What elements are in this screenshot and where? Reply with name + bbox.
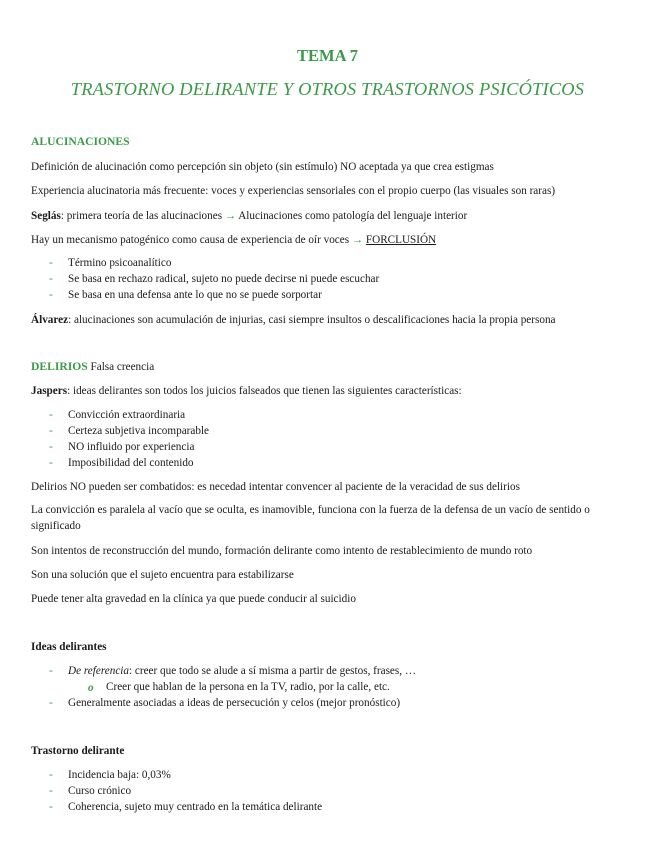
paragraph-line: La convicción es paralela al vacío que se oculta, es inamovible, funciona con la fuerza de la defensa de un vacío de sentido o [31, 504, 590, 516]
paragraph-forclusion [31, 233, 436, 247]
list-item: Se basa en una defensa ante lo que no se puede sorportar [68, 289, 322, 301]
dash-bullet: - [49, 289, 53, 301]
paragraph: Delirios NO pueden ser combatidos: es necedad intentar convencer al paciente de la veracidad de sus delirios [31, 481, 520, 493]
paragraph-alvarez [31, 313, 556, 327]
list-item: Incidencia baja: 0,03% [68, 769, 171, 781]
paragraph-line: significado [31, 520, 81, 532]
arrow-icon: → [351, 234, 364, 246]
section-heading-alucinaciones: ALUCINACIONES [31, 135, 130, 148]
list-item: Se basa en rechazo radical, sujeto no puede decirse ni puede escuchar [68, 273, 380, 285]
dash-bullet: - [49, 425, 53, 437]
subsection-heading-ideas: Ideas delirantes [31, 641, 107, 653]
sub-list-item: Creer que hablan de la persona en la TV, radio, por la calle, etc. [106, 681, 390, 693]
dash-bullet: - [49, 441, 53, 453]
list-item: Término psicoanalítico [68, 257, 172, 269]
tema-title: TEMA 7 [297, 46, 358, 65]
dash-bullet: - [49, 273, 53, 285]
paragraph-text: Alucinaciones como patología del lenguaje interior [236, 210, 468, 222]
list-item-referencia [68, 664, 416, 678]
list-item: Generalmente asociadas a ideas de persecución y celos (mejor pronóstico) [68, 697, 401, 709]
list-item: Certeza subjetiva incomparable [68, 425, 210, 437]
circle-bullet-icon: o [88, 682, 94, 694]
dash-bullet: - [49, 785, 53, 797]
dash-bullet: - [49, 769, 53, 781]
paragraph-text: : alucinaciones son acumulación de injurias, casi siempre insultos o descalificaciones hacia la propia persona [68, 314, 556, 326]
subsection-heading-trastorno: Trastorno delirante [31, 745, 125, 757]
paragraph: Definición de alucinación como percepción sin objeto (sin estímulo) NO aceptada ya que crea estigmas [31, 161, 494, 173]
author-jaspers: Jaspers [31, 385, 68, 397]
list-item: Imposibilidad del contenido [68, 457, 194, 469]
paragraph-text: : primera teoría de las alucinaciones [60, 210, 225, 222]
term-de-referencia: De referencia [68, 665, 129, 677]
paragraph: Son intentos de reconstrucción del mundo, formación delirante como intento de restablecimiento de mundo roto [31, 545, 533, 557]
dash-bullet: - [49, 257, 53, 269]
paragraph-text: : ideas delirantes son todos los juicios falseados que tienen las siguientes características: [67, 385, 462, 397]
author-seglas: Seglás [31, 210, 61, 222]
section-heading-delirios [31, 360, 154, 374]
paragraph: Son una solución que el sujeto encuentra para estabilizarse [31, 569, 294, 581]
author-alvarez: Álvarez [31, 314, 69, 326]
forclusion-term: FORCLUSIÓN [365, 234, 437, 246]
list-item: Curso crónico [68, 785, 132, 797]
paragraph-jaspers [31, 384, 462, 398]
paragraph: Experiencia alucinatoria más frecuente: voces y experiencias sensoriales con el propio cuerpo (las visuales son raras) [31, 185, 556, 197]
page-subtitle: TRASTORNO DELIRANTE Y OTROS TRASTORNOS PSICÓTICOS [70, 79, 585, 99]
paragraph-text: Hay un mecanismo patogénico como causa de experiencia de oír voces [31, 234, 352, 246]
list-item: Convicción extraordinaria [68, 409, 186, 421]
dash-bullet: - [49, 801, 53, 813]
arrow-icon: → [224, 210, 237, 222]
list-item: Coherencia, sujeto muy centrado en la temática delirante [68, 801, 323, 813]
dash-bullet: - [49, 457, 53, 469]
list-item: NO influido por experiencia [68, 441, 195, 453]
section-heading-note: Falsa creencia [87, 361, 155, 373]
dash-bullet: - [49, 697, 53, 709]
paragraph: Puede tener alta gravedad en la clínica ya que puede conducir al suicidio [31, 593, 356, 605]
section-heading-label: DELIRIOS [31, 360, 88, 373]
dash-bullet: - [49, 409, 53, 421]
dash-bullet: - [49, 665, 53, 677]
paragraph-seglas [31, 209, 467, 223]
list-item-text: : creer que todo se alude a sí misma a partir de gestos, frases, … [128, 665, 417, 677]
